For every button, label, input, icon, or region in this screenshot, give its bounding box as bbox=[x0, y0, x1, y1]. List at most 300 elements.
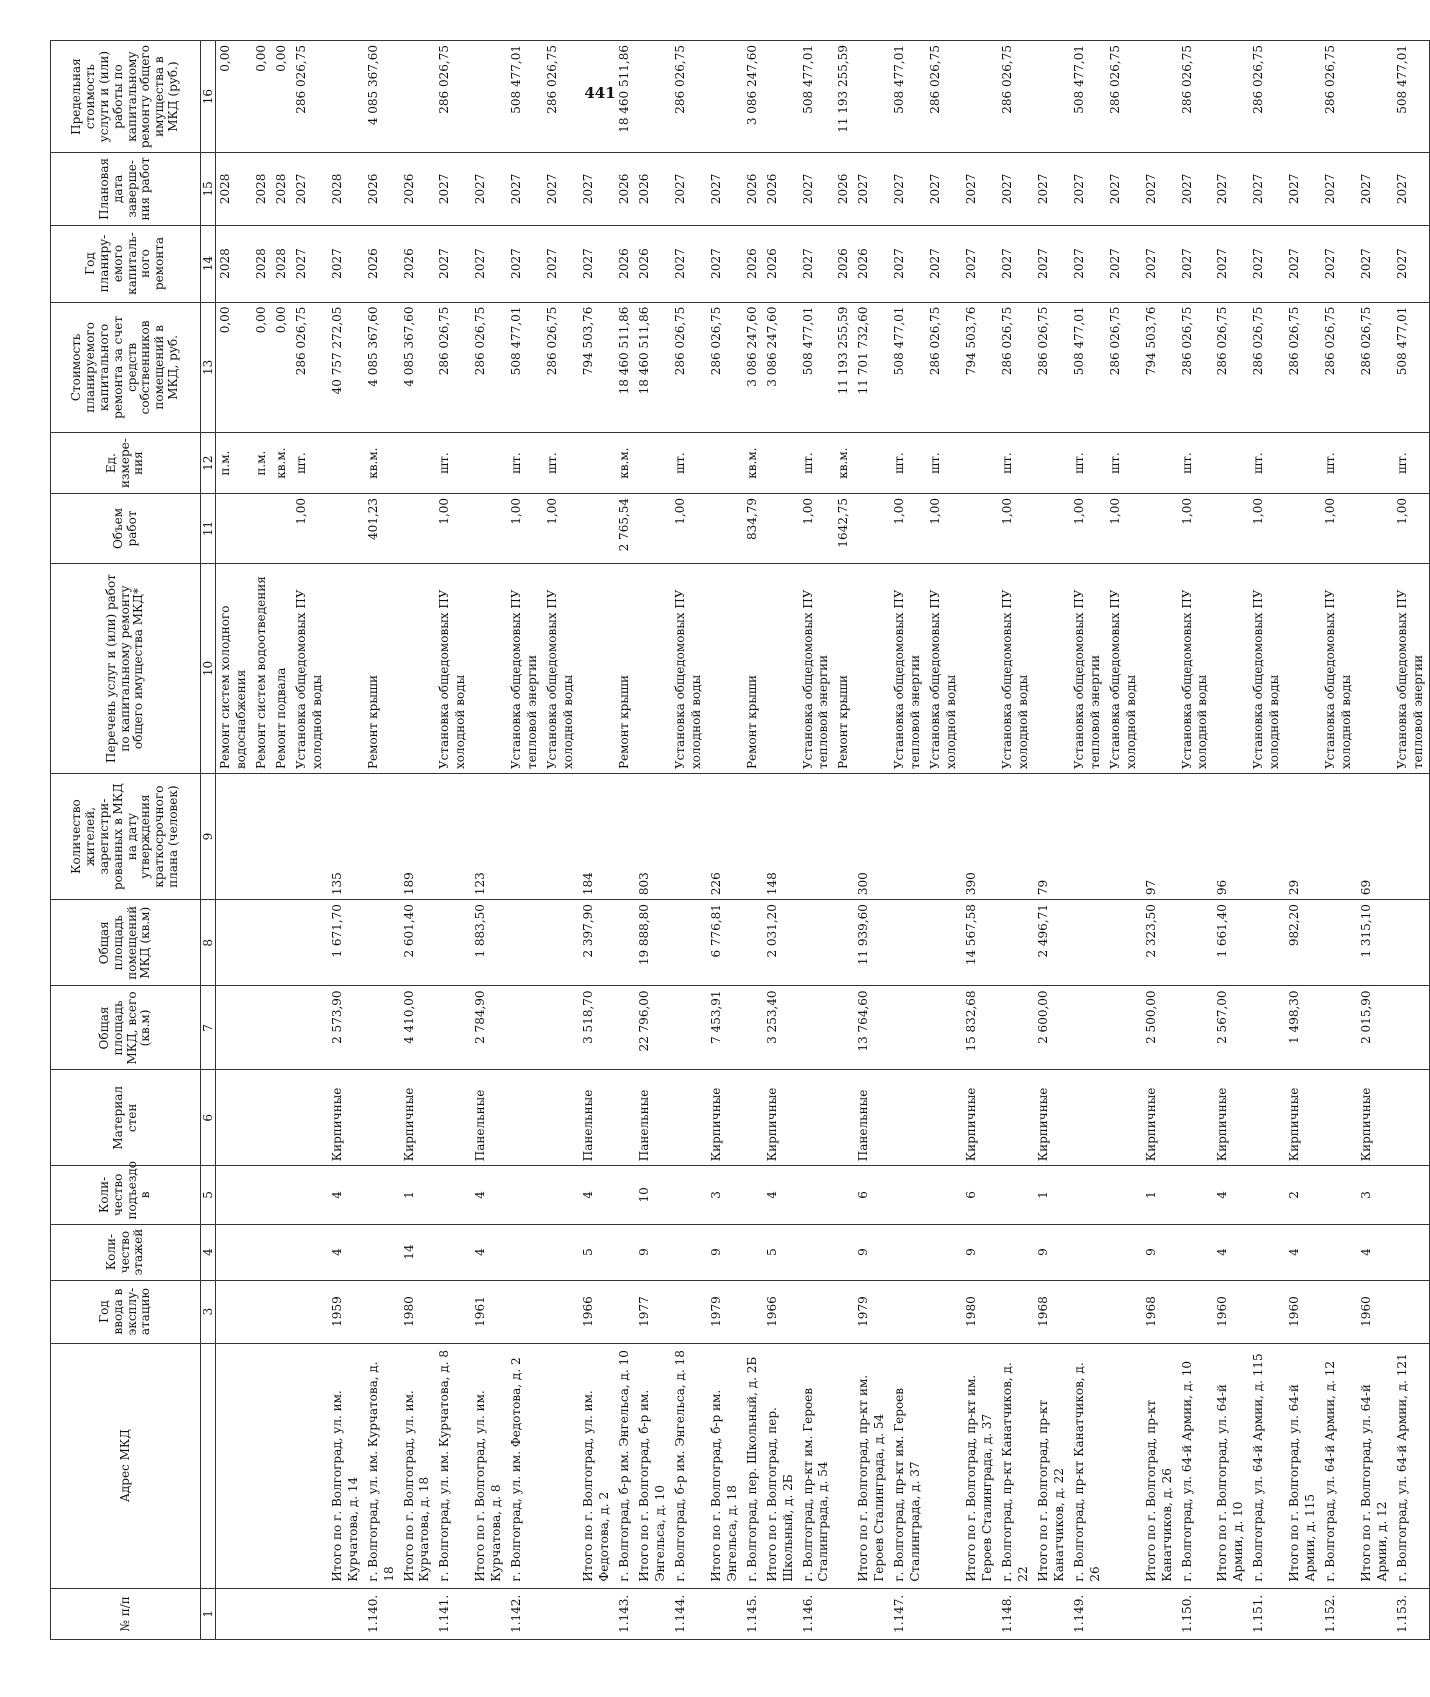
year-built-cell bbox=[799, 1280, 835, 1343]
repair-year-cell: 2027 bbox=[890, 225, 926, 302]
premises-area-cell bbox=[272, 900, 292, 986]
table-row bbox=[252, 41, 272, 1640]
header-row bbox=[51, 41, 201, 1640]
premises-area-cell: 2 397,90 bbox=[579, 900, 615, 986]
year-built-cell bbox=[834, 1280, 854, 1343]
work-volume-cell: 1,00 bbox=[926, 493, 962, 563]
floors-cell: 5 bbox=[579, 1224, 615, 1280]
wall-material-cell bbox=[890, 1070, 926, 1166]
limit-cost-cell: 508 477,01 bbox=[799, 41, 835, 153]
limit-cost-cell: 508 477,01 bbox=[1393, 41, 1429, 153]
premises-area-cell bbox=[743, 900, 763, 986]
table-row bbox=[799, 41, 835, 1640]
unit-cell bbox=[1285, 433, 1321, 494]
work-type-cell bbox=[707, 563, 743, 773]
premises-area-cell bbox=[292, 900, 328, 986]
completion-year-cell: 2027 bbox=[1249, 153, 1285, 225]
work-volume-cell bbox=[962, 493, 998, 563]
completion-year-cell: 2028 bbox=[216, 153, 252, 225]
row-number-cell: 1.153. bbox=[1393, 1588, 1429, 1639]
work-volume-cell: 1642,75 bbox=[834, 493, 854, 563]
table-row bbox=[1393, 41, 1429, 1640]
floors-cell bbox=[834, 1224, 854, 1280]
column-index: 15 bbox=[201, 153, 216, 225]
table-row bbox=[834, 41, 854, 1640]
planned-cost-cell: 286 026,75 bbox=[1213, 302, 1249, 433]
table-row bbox=[435, 41, 471, 1640]
wall-material-cell: Кирпичные bbox=[1357, 1070, 1393, 1166]
residents-cell bbox=[834, 774, 854, 900]
year-built-cell: 1979 bbox=[854, 1280, 890, 1343]
work-volume-cell: 1,00 bbox=[1070, 493, 1106, 563]
work-volume-cell bbox=[252, 493, 272, 563]
wall-material-cell bbox=[998, 1070, 1034, 1166]
total-area-cell: 4 410,00 bbox=[400, 986, 436, 1070]
work-type-cell bbox=[1357, 563, 1393, 773]
row-number-cell bbox=[252, 1588, 272, 1639]
capital-repair-table bbox=[50, 40, 1430, 1640]
work-volume-cell bbox=[1357, 493, 1393, 563]
row-number-cell bbox=[216, 1588, 252, 1639]
repair-year-cell: 2027 bbox=[435, 225, 471, 302]
premises-area-cell bbox=[364, 900, 400, 986]
limit-cost-cell bbox=[1357, 41, 1393, 153]
limit-cost-cell: 286 026,75 bbox=[1321, 41, 1357, 153]
residents-cell bbox=[1249, 774, 1285, 900]
wall-material-cell bbox=[743, 1070, 763, 1166]
table-row bbox=[1249, 41, 1285, 1640]
column-index: 8 bbox=[201, 900, 216, 986]
planned-cost-cell: 286 026,75 bbox=[707, 302, 743, 433]
unit-cell bbox=[763, 433, 799, 494]
work-volume-cell: 1,00 bbox=[799, 493, 835, 563]
repair-year-cell: 2028 bbox=[252, 225, 272, 302]
planned-cost-cell: 11 701 732,60 bbox=[854, 302, 890, 433]
residents-cell: 226 bbox=[707, 774, 743, 900]
limit-cost-cell bbox=[471, 41, 507, 153]
completion-year-cell: 2027 bbox=[962, 153, 998, 225]
repair-year-cell: 2026 bbox=[635, 225, 671, 302]
entrances-cell: 6 bbox=[962, 1166, 998, 1224]
unit-cell: шт. bbox=[890, 433, 926, 494]
table-row bbox=[471, 41, 507, 1640]
unit-cell: шт. bbox=[1178, 433, 1214, 494]
planned-cost-cell: 286 026,75 bbox=[435, 302, 471, 433]
limit-cost-cell: 286 026,75 bbox=[435, 41, 471, 153]
premises-area-cell: 19 888,80 bbox=[635, 900, 671, 986]
total-area-cell bbox=[1070, 986, 1106, 1070]
entrances-cell bbox=[1106, 1166, 1142, 1224]
unit-cell: п.м. bbox=[252, 433, 272, 494]
planned-cost-cell: 508 477,01 bbox=[1393, 302, 1429, 433]
residents-cell bbox=[1178, 774, 1214, 900]
wall-material-cell: Кирпичные bbox=[1034, 1070, 1070, 1166]
wall-material-cell bbox=[799, 1070, 835, 1166]
completion-year-cell: 2027 bbox=[1178, 153, 1214, 225]
entrances-cell: 6 bbox=[854, 1166, 890, 1224]
header-cell: Количество жителей, зарегистри-рованных в МКД на дату утверждения краткосрочного плана (человек) bbox=[51, 774, 201, 900]
row-number-cell bbox=[272, 1588, 292, 1639]
floors-cell bbox=[364, 1224, 400, 1280]
planned-cost-cell: 286 026,75 bbox=[543, 302, 579, 433]
limit-cost-cell: 508 477,01 bbox=[507, 41, 543, 153]
entrances-cell bbox=[292, 1166, 328, 1224]
wall-material-cell: Панельные bbox=[471, 1070, 507, 1166]
completion-year-cell: 2027 bbox=[543, 153, 579, 225]
wall-material-cell: Кирпичные bbox=[400, 1070, 436, 1166]
work-volume-cell: 1,00 bbox=[998, 493, 1034, 563]
residents-cell: 148 bbox=[763, 774, 799, 900]
column-index: 7 bbox=[201, 986, 216, 1070]
address-cell: Итого по г. Волгоград, ул. им. Курчатова, д. 8 bbox=[471, 1343, 507, 1588]
limit-cost-cell: 286 026,75 bbox=[1178, 41, 1214, 153]
table-row bbox=[1357, 41, 1393, 1640]
completion-year-cell: 2026 bbox=[615, 153, 635, 225]
premises-area-cell: 2 601,40 bbox=[400, 900, 436, 986]
row-number-cell: 1.147. bbox=[890, 1588, 926, 1639]
entrances-cell: 10 bbox=[635, 1166, 671, 1224]
work-volume-cell: 1,00 bbox=[507, 493, 543, 563]
table-row bbox=[507, 41, 543, 1640]
premises-area-cell bbox=[998, 900, 1034, 986]
limit-cost-cell: 508 477,01 bbox=[1070, 41, 1106, 153]
work-type-cell bbox=[763, 563, 799, 773]
repair-year-cell: 2027 bbox=[707, 225, 743, 302]
repair-year-cell: 2027 bbox=[998, 225, 1034, 302]
total-area-cell: 7 453,91 bbox=[707, 986, 743, 1070]
year-built-cell: 1979 bbox=[707, 1280, 743, 1343]
planned-cost-cell: 794 503,76 bbox=[1142, 302, 1178, 433]
table-body bbox=[216, 41, 1430, 1640]
year-built-cell: 1961 bbox=[471, 1280, 507, 1343]
year-built-cell bbox=[272, 1280, 292, 1343]
total-area-cell bbox=[364, 986, 400, 1070]
table-row bbox=[1142, 41, 1178, 1640]
residents-cell bbox=[543, 774, 579, 900]
work-type-cell: Ремонт крыши bbox=[834, 563, 854, 773]
premises-area-cell bbox=[507, 900, 543, 986]
address-cell: Итого по г. Волгоград, ул. им. Федотова, д. 2 bbox=[579, 1343, 615, 1588]
year-built-cell: 1966 bbox=[579, 1280, 615, 1343]
unit-cell bbox=[854, 433, 890, 494]
completion-year-cell: 2027 bbox=[1070, 153, 1106, 225]
planned-cost-cell: 0,00 bbox=[272, 302, 292, 433]
row-number-cell: 1.141. bbox=[435, 1588, 471, 1639]
completion-year-cell: 2026 bbox=[635, 153, 671, 225]
completion-year-cell: 2027 bbox=[435, 153, 471, 225]
planned-cost-cell: 4 085 367,60 bbox=[400, 302, 436, 433]
work-type-cell: Установка общедомовых ПУ тепловой энергии bbox=[1070, 563, 1106, 773]
total-area-cell bbox=[216, 986, 252, 1070]
unit-cell: шт. bbox=[1249, 433, 1285, 494]
row-number-cell: 1.148. bbox=[998, 1588, 1034, 1639]
unit-cell bbox=[707, 433, 743, 494]
limit-cost-cell: 286 026,75 bbox=[671, 41, 707, 153]
entrances-cell bbox=[671, 1166, 707, 1224]
completion-year-cell: 2027 bbox=[707, 153, 743, 225]
repair-year-cell: 2027 bbox=[671, 225, 707, 302]
wall-material-cell bbox=[507, 1070, 543, 1166]
residents-cell bbox=[743, 774, 763, 900]
row-number-cell bbox=[1034, 1588, 1070, 1639]
repair-year-cell: 2028 bbox=[272, 225, 292, 302]
work-volume-cell: 1,00 bbox=[1321, 493, 1357, 563]
entrances-cell bbox=[799, 1166, 835, 1224]
completion-year-cell: 2027 bbox=[854, 153, 890, 225]
floors-cell bbox=[507, 1224, 543, 1280]
planned-cost-cell: 40 757 272,05 bbox=[328, 302, 364, 433]
entrances-cell bbox=[998, 1166, 1034, 1224]
completion-year-cell: 2028 bbox=[252, 153, 272, 225]
row-number-cell bbox=[471, 1588, 507, 1639]
work-type-cell: Установка общедомовых ПУ тепловой энергии bbox=[890, 563, 926, 773]
completion-year-cell: 2026 bbox=[763, 153, 799, 225]
total-area-cell bbox=[507, 986, 543, 1070]
limit-cost-cell bbox=[763, 41, 799, 153]
completion-year-cell: 2027 bbox=[292, 153, 328, 225]
work-type-cell bbox=[854, 563, 890, 773]
work-volume-cell: 834,79 bbox=[743, 493, 763, 563]
table-row bbox=[743, 41, 763, 1640]
header-cell: Предельная стоимость услуги и (или) работы по капитальному ремонту общего имущества в МКД (руб.) bbox=[51, 41, 201, 153]
planned-cost-cell: 286 026,75 bbox=[998, 302, 1034, 433]
total-area-cell bbox=[1178, 986, 1214, 1070]
repair-year-cell: 2026 bbox=[743, 225, 763, 302]
repair-year-cell: 2027 bbox=[1393, 225, 1429, 302]
header-cell: Перечень услуг и (или) работ по капитальному ремонту общего имущества МКД* bbox=[51, 563, 201, 773]
premises-area-cell: 14 567,58 bbox=[962, 900, 998, 986]
wall-material-cell: Кирпичные bbox=[707, 1070, 743, 1166]
residents-cell: 79 bbox=[1034, 774, 1070, 900]
unit-cell bbox=[1213, 433, 1249, 494]
work-type-cell: Установка общедомовых ПУ холодной воды bbox=[435, 563, 471, 773]
repair-year-cell: 2027 bbox=[1321, 225, 1357, 302]
repair-year-cell: 2027 bbox=[1142, 225, 1178, 302]
unit-cell: шт. bbox=[1070, 433, 1106, 494]
premises-area-cell bbox=[252, 900, 272, 986]
total-area-cell bbox=[272, 986, 292, 1070]
limit-cost-cell: 0,00 bbox=[216, 41, 252, 153]
row-number-cell bbox=[543, 1588, 579, 1639]
premises-area-cell: 2 496,71 bbox=[1034, 900, 1070, 986]
rotated-table-page bbox=[50, 40, 1425, 1640]
floors-cell: 9 bbox=[962, 1224, 998, 1280]
limit-cost-cell: 286 026,75 bbox=[1106, 41, 1142, 153]
premises-area-cell: 1 883,50 bbox=[471, 900, 507, 986]
table-row bbox=[998, 41, 1034, 1640]
work-type-cell bbox=[328, 563, 364, 773]
premises-area-cell bbox=[926, 900, 962, 986]
header-cell: Стоимость планируемого капитального ремонта за счет средств собственников помещений в МКД, руб. bbox=[51, 302, 201, 433]
premises-area-cell bbox=[1070, 900, 1106, 986]
entrances-cell: 4 bbox=[763, 1166, 799, 1224]
work-volume-cell bbox=[216, 493, 252, 563]
limit-cost-cell bbox=[579, 41, 615, 153]
work-type-cell: Ремонт крыши bbox=[743, 563, 763, 773]
year-built-cell: 1980 bbox=[962, 1280, 998, 1343]
work-volume-cell: 1,00 bbox=[1393, 493, 1429, 563]
address-cell: Итого по г. Волгоград, б-р им. Энгельса, д. 10 bbox=[635, 1343, 671, 1588]
floors-cell bbox=[292, 1224, 328, 1280]
header-cell: Коли-чество подъездо в bbox=[51, 1166, 201, 1224]
year-built-cell bbox=[926, 1280, 962, 1343]
residents-cell bbox=[292, 774, 328, 900]
wall-material-cell bbox=[252, 1070, 272, 1166]
wall-material-cell bbox=[1393, 1070, 1429, 1166]
table-row bbox=[1070, 41, 1106, 1640]
repair-year-cell: 2027 bbox=[962, 225, 998, 302]
floors-cell bbox=[543, 1224, 579, 1280]
column-index: 1 bbox=[201, 1588, 216, 1639]
unit-cell bbox=[635, 433, 671, 494]
entrances-cell bbox=[272, 1166, 292, 1224]
row-number-cell bbox=[926, 1588, 962, 1639]
total-area-cell: 1 498,30 bbox=[1285, 986, 1321, 1070]
header-cell: Общая площадь МКД, всего (кв.м) bbox=[51, 986, 201, 1070]
total-area-cell: 2 567,00 bbox=[1213, 986, 1249, 1070]
residents-cell bbox=[799, 774, 835, 900]
entrances-cell: 4 bbox=[328, 1166, 364, 1224]
repair-year-cell: 2027 bbox=[579, 225, 615, 302]
total-area-cell bbox=[1249, 986, 1285, 1070]
address-cell: Итого по г. Волгоград, ул. 64-й Армии, д. 115 bbox=[1285, 1343, 1321, 1588]
completion-year-cell: 2027 bbox=[1142, 153, 1178, 225]
year-built-cell: 1966 bbox=[763, 1280, 799, 1343]
row-number-cell bbox=[292, 1588, 328, 1639]
year-built-cell bbox=[998, 1280, 1034, 1343]
wall-material-cell bbox=[435, 1070, 471, 1166]
residents-cell bbox=[507, 774, 543, 900]
unit-cell: шт. bbox=[543, 433, 579, 494]
wall-material-cell: Панельные bbox=[854, 1070, 890, 1166]
header-cell: № п/п bbox=[51, 1588, 201, 1639]
work-type-cell: Установка общедомовых ПУ холодной воды bbox=[926, 563, 962, 773]
wall-material-cell: Кирпичные bbox=[1285, 1070, 1321, 1166]
entrances-cell: 4 bbox=[1213, 1166, 1249, 1224]
work-type-cell bbox=[1034, 563, 1070, 773]
repair-year-cell: 2027 bbox=[799, 225, 835, 302]
work-type-cell: Ремонт систем водоотведения bbox=[252, 563, 272, 773]
completion-year-cell: 2027 bbox=[998, 153, 1034, 225]
floors-cell bbox=[1178, 1224, 1214, 1280]
row-number-cell bbox=[1213, 1588, 1249, 1639]
table-row bbox=[1213, 41, 1249, 1640]
unit-cell: шт. bbox=[799, 433, 835, 494]
table-row bbox=[216, 41, 252, 1640]
premises-area-cell bbox=[216, 900, 252, 986]
year-built-cell bbox=[1249, 1280, 1285, 1343]
header-cell: Ед. измере-ния bbox=[51, 433, 201, 494]
wall-material-cell bbox=[615, 1070, 635, 1166]
table-row bbox=[579, 41, 615, 1640]
unit-cell bbox=[400, 433, 436, 494]
premises-area-cell: 1 661,40 bbox=[1213, 900, 1249, 986]
floors-cell: 9 bbox=[707, 1224, 743, 1280]
unit-cell bbox=[962, 433, 998, 494]
address-cell: Итого по г. Волгоград, ул. им. Курчатова, д. 18 bbox=[400, 1343, 436, 1588]
total-area-cell bbox=[1106, 986, 1142, 1070]
unit-cell bbox=[1034, 433, 1070, 494]
wall-material-cell bbox=[834, 1070, 854, 1166]
repair-year-cell: 2027 bbox=[507, 225, 543, 302]
entrances-cell bbox=[615, 1166, 635, 1224]
address-cell: Итого по г. Волгоград, ул. 64-й Армии, д. 10 bbox=[1213, 1343, 1249, 1588]
row-number-cell: 1.142. bbox=[507, 1588, 543, 1639]
work-type-cell: Установка общедомовых ПУ тепловой энергии bbox=[1393, 563, 1429, 773]
table-row bbox=[1034, 41, 1070, 1640]
work-type-cell bbox=[1213, 563, 1249, 773]
floors-cell: 9 bbox=[854, 1224, 890, 1280]
completion-year-cell: 2027 bbox=[1357, 153, 1393, 225]
address-cell: г. Волгоград, ул. 64-й Армии, д. 12 bbox=[1321, 1343, 1357, 1588]
year-built-cell: 1980 bbox=[400, 1280, 436, 1343]
repair-year-cell: 2027 bbox=[1357, 225, 1393, 302]
year-built-cell bbox=[615, 1280, 635, 1343]
year-built-cell bbox=[507, 1280, 543, 1343]
entrances-cell bbox=[252, 1166, 272, 1224]
floors-cell: 4 bbox=[328, 1224, 364, 1280]
repair-year-cell: 2027 bbox=[471, 225, 507, 302]
floors-cell bbox=[435, 1224, 471, 1280]
column-index: 12 bbox=[201, 433, 216, 494]
work-type-cell bbox=[635, 563, 671, 773]
work-volume-cell bbox=[1213, 493, 1249, 563]
work-volume-cell: 1,00 bbox=[671, 493, 707, 563]
work-volume-cell: 1,00 bbox=[890, 493, 926, 563]
completion-year-cell: 2027 bbox=[1285, 153, 1321, 225]
wall-material-cell bbox=[671, 1070, 707, 1166]
residents-cell bbox=[364, 774, 400, 900]
work-volume-cell bbox=[1285, 493, 1321, 563]
entrances-cell bbox=[743, 1166, 763, 1224]
work-type-cell bbox=[962, 563, 998, 773]
wall-material-cell bbox=[1249, 1070, 1285, 1166]
limit-cost-cell bbox=[1142, 41, 1178, 153]
row-number-cell bbox=[328, 1588, 364, 1639]
address-cell bbox=[292, 1343, 328, 1588]
address-cell: г. Волгоград, б-р им. Энгельса, д. 10 bbox=[615, 1343, 635, 1588]
wall-material-cell bbox=[543, 1070, 579, 1166]
address-cell: Итого по г. Волгоград, пр-кт Канатчиков, д. 26 bbox=[1142, 1343, 1178, 1588]
floors-cell bbox=[1393, 1224, 1429, 1280]
repair-year-cell: 2027 bbox=[1249, 225, 1285, 302]
total-area-cell bbox=[615, 986, 635, 1070]
floors-cell: 4 bbox=[1285, 1224, 1321, 1280]
row-number-cell bbox=[635, 1588, 671, 1639]
year-built-cell bbox=[1321, 1280, 1357, 1343]
address-cell: г. Волгоград, пер. Школьный, д. 2Б bbox=[743, 1343, 763, 1588]
entrances-cell bbox=[926, 1166, 962, 1224]
row-number-cell bbox=[400, 1588, 436, 1639]
planned-cost-cell: 286 026,75 bbox=[1249, 302, 1285, 433]
unit-cell: шт. bbox=[435, 433, 471, 494]
table-row bbox=[1178, 41, 1214, 1640]
completion-year-cell: 2026 bbox=[834, 153, 854, 225]
row-number-cell: 1.144. bbox=[671, 1588, 707, 1639]
planned-cost-cell: 286 026,75 bbox=[1321, 302, 1357, 433]
planned-cost-cell: 508 477,01 bbox=[799, 302, 835, 433]
header-cell: Материал стен bbox=[51, 1070, 201, 1166]
header-cell: Адрес МКД bbox=[51, 1343, 201, 1588]
entrances-cell: 2 bbox=[1285, 1166, 1321, 1224]
limit-cost-cell bbox=[328, 41, 364, 153]
residents-cell bbox=[890, 774, 926, 900]
floors-cell: 9 bbox=[1142, 1224, 1178, 1280]
completion-year-cell: 2027 bbox=[1393, 153, 1429, 225]
floors-cell bbox=[252, 1224, 272, 1280]
floors-cell bbox=[799, 1224, 835, 1280]
work-type-cell: Ремонт крыши bbox=[364, 563, 400, 773]
